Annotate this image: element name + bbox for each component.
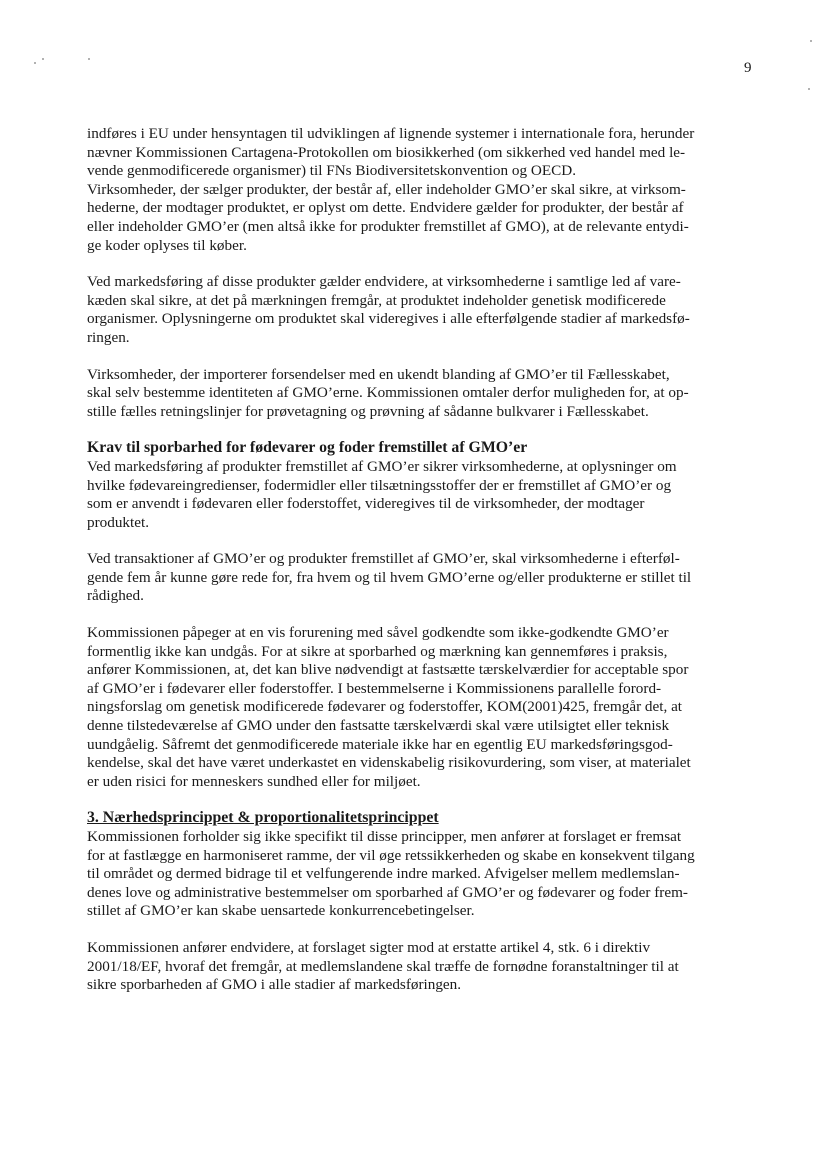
scan-speck xyxy=(810,40,812,42)
scan-speck xyxy=(88,58,90,60)
paragraph: Kommissionen påpeger at en vis forurening med såvel godkendte som ikke-godkendte GMO’er formentlig ikke kan undgås. For at sikre at sporbarhed og mærkning kan gennemføres i praksis, anfører Kommissionen, at, det kan blive nødvendigt at fastsætte tærskelværdier for acceptable spor af GMO’er i fødevarer eller foderstoffer. I bestemmelserne i Kommissionens parallelle forord- ningsforslag om genetisk modificerede fødevarer og foderstoffer, KOM(2001)425, fremgår det, at denne tilstedeværelse af GMO under den fastsatte tærskelværdi skal være utilsigtet eller teknisk uundgåelig. Såfremt det genmodificerede materiale ikke har en egentlig EU markedsføringsgod- kendelse, skal det have været underkastet en videnskabelig risikovurdering, som viser, at materialet er uden risici for menneskers sundhed eller for miljøet. xyxy=(87,624,691,790)
paragraph: Kommissionen anfører endvidere, at forslaget sigter mod at erstatte artikel 4, stk. 6 i direktiv 2001/18/EF, hvoraf det fremgår, at medlemslandene skal træffe de fornødne foranstaltninger til at sikre sporbarheden af GMO i alle stadier af markedsføringen. xyxy=(87,938,679,994)
paragraph: indføres i EU under hensyntagen til udviklingen af lignende systemer i internationale fora, herunder nævner Kommissionen Cartagena-Protokollen om biosikkerhed (om sikkerhed ved handel med le- vende genmodificerede organismer) til FNs Biodiversitetskonvention og OECD. Virksomheder, der sælger produkter, der består af, eller indeholder GMO’er skal sikre, at virksom- hederne, der modtager produktet, er oplyst om dette. Endvidere gælder for produkter, der består af eller indeholder GMO’er (men altså ikke for produkter fremstillet af GMO), at de relevante entydi- ge koder oplyses til køber. xyxy=(87,125,695,254)
paragraph: Ved transaktioner af GMO’er og produkter fremstillet af GMO’er, skal virksomhederne i efterføl- gende fem år kunne gøre rede for, fra hvem og til hvem GMO’erne og/eller produkterne er stillet til rådighed. xyxy=(87,550,692,605)
paragraph: Ved markedsføring af disse produkter gælder endvidere, at virksomhederne i samtlige led af vare- kæden skal sikre, at det på mærkningen fremgår, at produktet indeholder genetisk modificerede organismer. Oplysningerne om produktet skal videregives i alle efterfølgende stadier af markedsfø- ringen. xyxy=(87,273,690,346)
section-heading-3: 3. Nærhedsprincippet & proportionalitetsprincippet xyxy=(87,809,439,827)
scan-speck xyxy=(34,62,36,64)
scan-speck xyxy=(42,58,44,60)
paragraph: Virksomheder, der importerer forsendelser med en ukendt blanding af GMO’er til Fællesskabet, skal selv bestemme identiteten af GMO’erne. Kommissionen omtaler derfor muligheden for, at op- stille fælles retningslinjer for prøvetagning og prøvning af sådanne bulkvarer i Fællesskabet. xyxy=(87,365,689,420)
paragraph: Kommissionen forholder sig ikke specifikt til disse principper, men anfører at forslaget er fremsat for at fastlægge en harmoniseret ramme, der vil øge retssikkerheden og skabe en konsekvent tilgang til området og dermed bidrage til et velfungerende indre marked. Afvigelser mellem medlemslan- denes love og administrative bestemmelser om sporbarhed af GMO’er og fødevarer og foder frem- stillet af GMO’er kan skabe uensartede konkurrencebetingelser. xyxy=(87,828,695,920)
paragraph: Ved markedsføring af produkter fremstillet af GMO’er sikrer virksomhederne, at oplysninger om hvilke fødevareingredienser, fodermidler eller tilsætningsstoffer der er fremstillet af GMO’er og som er anvendt i fødevaren eller foderstoffet, videregives til de virksomheder, der modtager produktet. xyxy=(87,457,677,531)
section-heading-sporbarhed: Krav til sporbarhed for fødevarer og foder fremstillet af GMO’er xyxy=(87,439,528,457)
document-body xyxy=(87,125,757,995)
page-number: 9 xyxy=(744,60,752,76)
scan-speck xyxy=(808,88,810,90)
